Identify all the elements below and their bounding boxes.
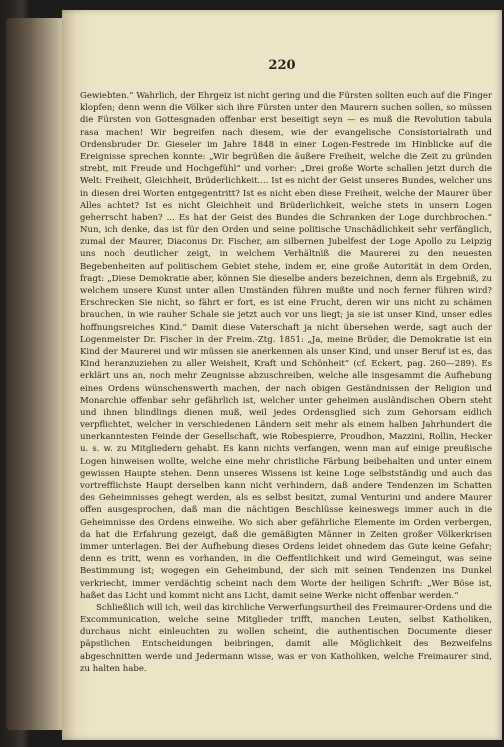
- book-cover-edge: [6, 18, 68, 730]
- paragraph-2: Schließlich will ich, weil das kirchliche Verwerfungsurtheil des Freimaurer-Ordens und die Excommunication, welche seine Mitglieder trifft, manchen Leuten, selbst Katholiken, durchaus nicht einleuchten zu wollen scheint, die authentischen Documente dieser päpstlichen Entscheidungen beibringen, damit alle Möglichkeit des Bezweifelns abgeschnitten werde und Jedermann wisse, was er von Katholiken, welche Freimaurer sind, zu halten habe.: [80, 602, 492, 674]
- page-number: 220: [268, 58, 296, 73]
- body-text: [80, 90, 492, 675]
- book-page: [62, 10, 502, 740]
- paragraph-1: Gewiebten.“ Wahrlich, der Ehrgeiz ist nicht gering und die Fürsten sollten euch auf die Finger klopfen; denn wenn die Völker sich ihre Fürsten unter den Maurern suchen sollen, so müssen die Fürsten von Gottesgnaden offenbar erst beseitigt seyn — es muß die Revolution tabula rasa machen! Wir begreifen nach diesem, wie der evangelische Consistorialrath und Ordensbruder Dr. Gieseler im Jahre 1848 in einer Logen-Festrede im Hinblicke auf die Ereignisse sprechen konnte: „Wir begrüßen die äußere Freiheit, welche die Zeit zu gründen strebt, mit Freude und Hochgefühl“ und vorher: „Drei große Worte schallen jetzt durch die Welt: Freiheit, Gleichheit, Brüderlichkeit.... Ist es nicht der Geist unseres Bundes, welcher uns in diesen drei Worten entgegentritt? Ist es nicht eben diese Freiheit, welche der Maurer über Alles achtet? Ist es nicht Gleichheit und Brüderlichkeit, welche stets in unsern Logen geherrscht haben? ... Es hat der Geist des Bundes die Schranken der Loge durchbrochen.“ Nun, ich denke, das ist für den Orden und seine politische Unschädlichkeit sehr verfänglich, zumal der Maurer, Diaconus Dr. Fischer, am silbernen Jubelfest der Loge Apollo zu Leipzig uns noch deutlicher zeigt, in welchem Verhältniß die Maurerei zu den neuesten Begebenheiten auf politischem Gebiet stehe, indem er, eine große Autorität in dem Orden, fragt: „Diese Demokratie aber, können Sie dieselbe anders bezeichnen, denn als Ergebniß, zu welchem unsere Kunst unter allen Umständen führen mußte und noch ferner führen wird? Erschrecken Sie nicht, so fährt er fort, es ist eine Frucht, deren wir uns nicht zu schämen brauchen, in wie rauher Schale sie jetzt auch vor uns liegt; ja sie ist unser Kind, unser edles hoffnungsreiches Kind.“ Damit diese Vaterschaft ja nicht übersehen werde, sagt auch der Logenmeister Dr. Fischer in der Freim.-Ztg. 1851: „Ja, meine Brüder, die Demokratie ist ein Kind der Maurerei und wir müssen sie anerkennen als unser Kind, und unser Beruf ist es, das Kind heranzuziehen zu aller Weisheit, Kraft und Schönheit“ (cf. Eckert, pag. 260—289). Es erklärt uns an, noch mehr Zeugnisse abzuschreiben, welche alle insgesammt die Aufhebung eines Ordens wünschenswerth machen, der nach obigen Geständnissen der Religion und Monarchie offenbar sehr gefährlich ist, welcher unter geheimen ausländischen Obern steht und ihnen blindlings dienen muß, weil jedes Ordensglied sich zum Gehorsam eidlich verpflichtet, welcher in verschiedenen Ländern seit mehr als einem halben Jahrhundert die unerkanntesten Feinde der Gesellschaft, wie Robespierre, Proudhon, Mazzini, Rollin, Hecker u. s. w. zu Mitgliedern gehabt. Es kann nichts verfangen, wenn man auf einige preußische Logen hinweisen wollte, welche eine mehr christliche Färbung beibehalten und unter einem gewissen Haupte stehen. Denn unseres Wissens ist keine Loge selbstständig und auch das vortrefflichste Haupt derselben kann nicht verhindern, daß andere Tendenzen im Schatten des Geheimnisses gehegt werden, als es selbst besitzt, zumal Venturini und andere Maurer offen ausgesprochen, daß man die nächtigen Beschlüsse keineswegs immer auch in die Geheimnisse des Ordens einweihe. Wo sich aber gefährliche Elemente im Orden verbergen, da hat die Erfahrung gezeigt, daß die gemäßigten Männer in Zeiten großer Völkerkrisen immer unterlagen. Bei der Aufhebung dieses Ordens leidet ohnedem das Gute keine Gefahr; denn es tritt, wenn es vorhanden, in die Oeffentlichkeit und wird Gemeingut, was seine Bestimmung ist; wogegen ein Geheimbund, der sich mit seinen Tendenzen ins Dunkel verkriecht, immer verdächtig scheint nach dem Worte der heiligen Schrift: „Wer Böse ist, haßet das Licht und kommt nicht ans Licht, damit seine Werke nicht offenbar werden.“: [80, 91, 492, 601]
